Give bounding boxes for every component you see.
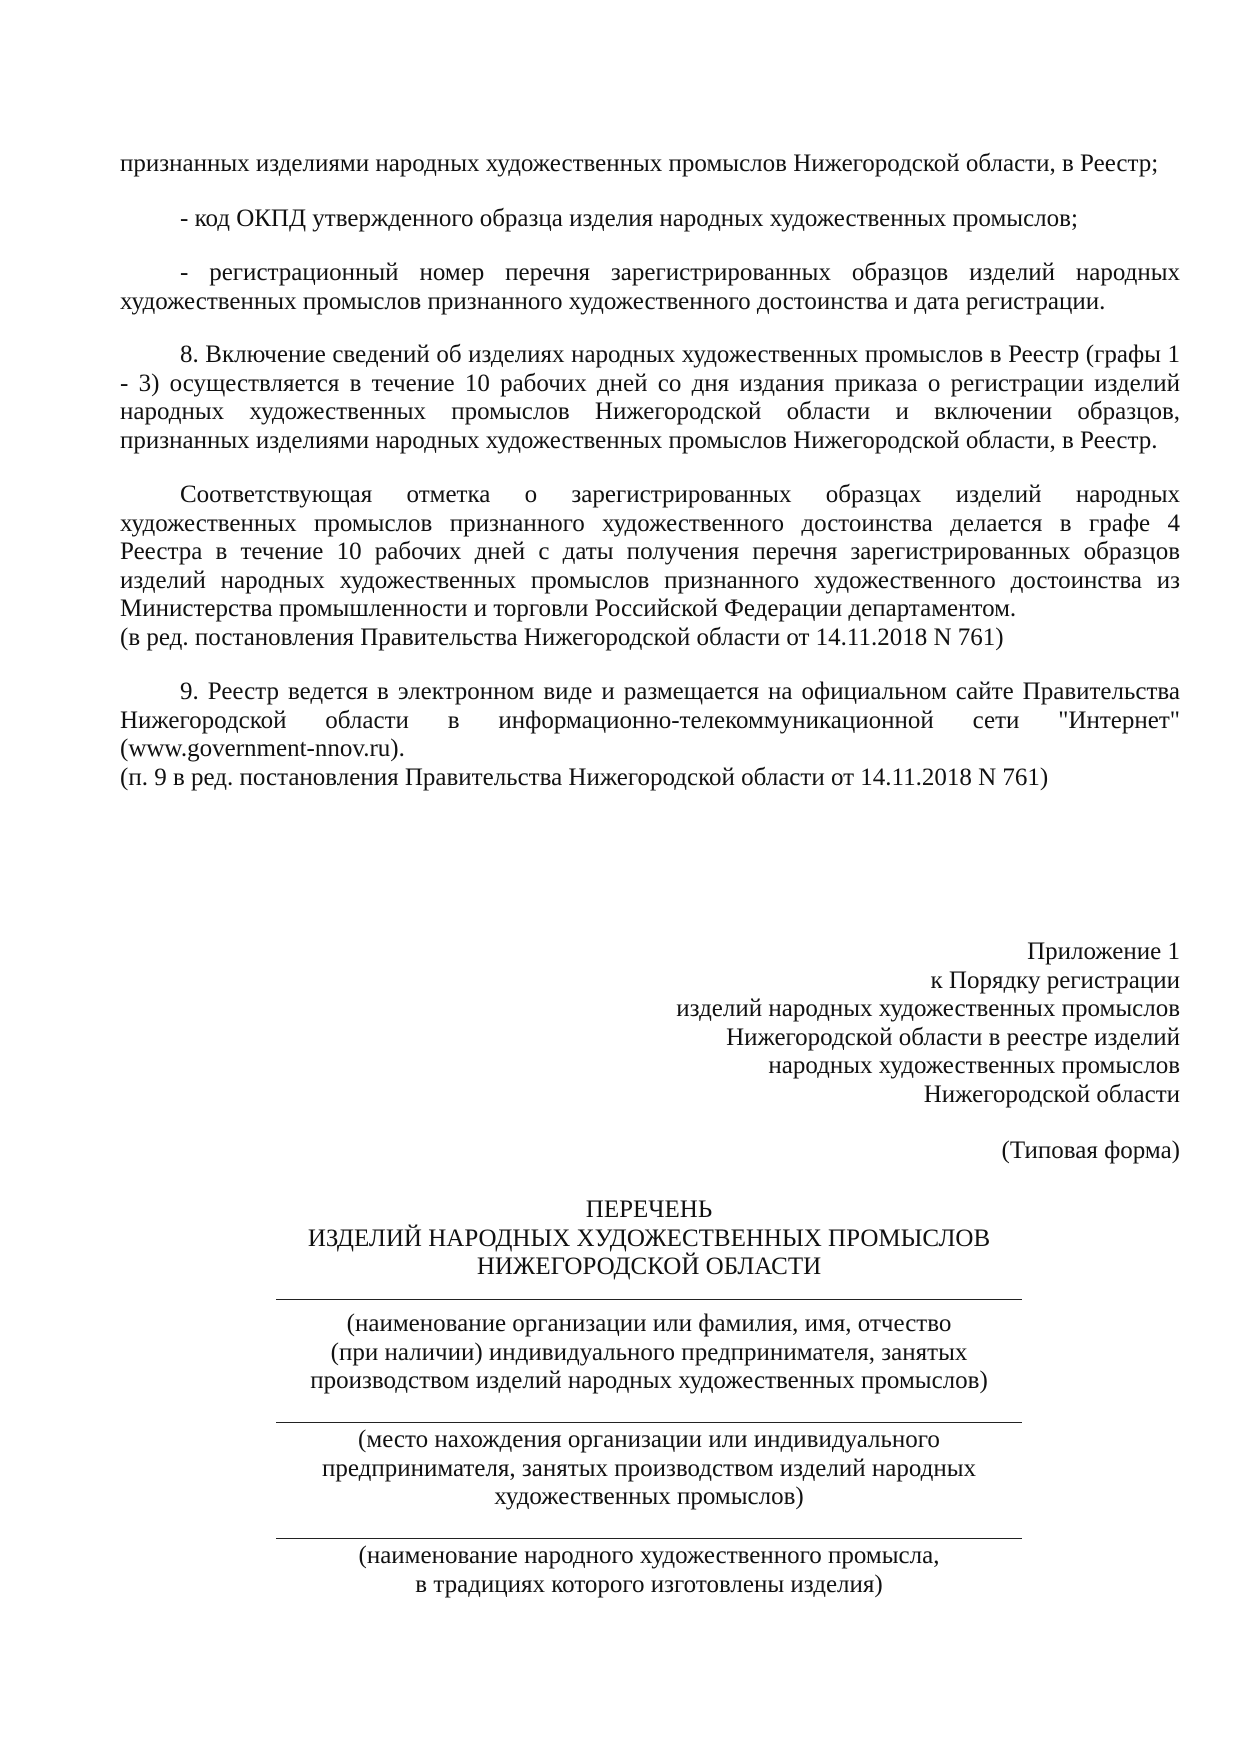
caption-line: предпринимателя, занятых производством изделий народных <box>321 1454 977 1482</box>
appendix-line: к Порядку регистрации <box>930 966 1180 994</box>
text-line: изделий народных художественных промыслов признанного художественного достоинства из <box>120 566 1180 594</box>
craft-caption <box>276 1542 1022 1599</box>
text-line: художественных промыслов признанного художественного достоинства делается в графе 4 <box>120 509 1180 537</box>
caption-line: (при наличии) индивидуального предпринимателя, занятых <box>330 1338 968 1366</box>
paragraph-registration-number <box>120 259 1180 316</box>
text-line: 9. Реестр ведется в электронном виде и размещается на официальном сайте Правительства <box>180 678 1180 705</box>
text-line: народных художественных промыслов Нижегородской области и включении образцов, <box>120 398 1180 426</box>
appendix-line: Приложение 1 <box>1027 938 1180 965</box>
appendix-header <box>676 938 1180 1110</box>
text-line: Нижегородской области в информационно-телекоммуникационной сети "Интернет" <box>120 706 1180 734</box>
paragraph-8 <box>120 341 1180 455</box>
text-line: Реестра в течение 10 рабочих дней с даты получения перечня зарегистрированных образцов <box>120 538 1180 566</box>
appendix-line: изделий народных художественных промыслов <box>676 995 1180 1023</box>
blank-line-location[interactable] <box>276 1422 1022 1423</box>
caption-line: (место нахождения организации или индивидуального <box>358 1426 940 1453</box>
caption-line: производством изделий народных художественных промыслов) <box>310 1367 988 1395</box>
text-line: - код ОКПД утвержденного образца изделия народных художественных промыслов; <box>180 205 1078 232</box>
document-title <box>276 1196 1022 1282</box>
organization-caption <box>276 1310 1022 1396</box>
form-type-label <box>1002 1137 1180 1166</box>
title-line: ИЗДЕЛИЙ НАРОДНЫХ ХУДОЖЕСТВЕННЫХ ПРОМЫСЛОВ <box>307 1224 991 1252</box>
blank-line-organization[interactable] <box>276 1299 1022 1300</box>
amendment-note: (п. 9 в ред. постановления Правительства Нижегородской области от 14.11.2018 N 761) <box>120 763 1049 791</box>
text-line: - 3) осуществляется в течение 10 рабочих дней со дня издания приказа о регистрации изделий <box>120 369 1180 397</box>
website-text: (www.government-nnov.ru). <box>120 735 405 763</box>
caption-line: художественных промыслов) <box>494 1483 804 1511</box>
appendix-line: Нижегородской области в реестре изделий <box>726 1023 1180 1051</box>
caption-line: в традициях которого изготовлены изделия) <box>415 1570 883 1598</box>
caption-line: (наименование народного художественного промысла, <box>358 1542 940 1569</box>
appendix-line: народных художественных промыслов <box>768 1052 1180 1080</box>
form-type-text: (Типовая форма) <box>1001 1137 1180 1164</box>
amendment-note: (в ред. постановления Правительства Нижегородской области от 14.11.2018 N 761) <box>120 623 1004 651</box>
text-line: Соответствующая отметка о зарегистрированных образцах изделий народных <box>180 481 1180 508</box>
paragraph-okpd <box>120 205 1180 234</box>
location-caption <box>276 1426 1022 1512</box>
paragraph-mark <box>120 481 1180 653</box>
blank-line-craft[interactable] <box>276 1538 1022 1539</box>
text-line: художественных промыслов признанного художественного достоинства и дата регистрации. <box>120 287 1106 315</box>
paragraph-continuation <box>120 150 1180 179</box>
text-line: признанных изделиями народных художественных промыслов Нижегородской области, в Реестр. <box>120 426 1158 454</box>
text-line: Министерства промышленности и торговли Российской Федерации департаментом. <box>120 595 1017 623</box>
appendix-line: Нижегородской области <box>923 1080 1180 1108</box>
text-line: 8. Включение сведений об изделиях народных художественных промыслов в Реестр (графы 1 <box>180 341 1180 368</box>
paragraph-9 <box>120 678 1180 792</box>
title-line: ПЕРЕЧЕНЬ <box>585 1196 713 1223</box>
caption-line: (наименование организации или фамилия, имя, отчество <box>346 1310 952 1337</box>
title-line: НИЖЕГОРОДСКОЙ ОБЛАСТИ <box>476 1253 822 1281</box>
text-line: признанных изделиями народных художественных промыслов Нижегородской области, в Реестр; <box>120 150 1159 177</box>
text-line: - регистрационный номер перечня зарегистрированных образцов изделий народных <box>180 259 1180 286</box>
